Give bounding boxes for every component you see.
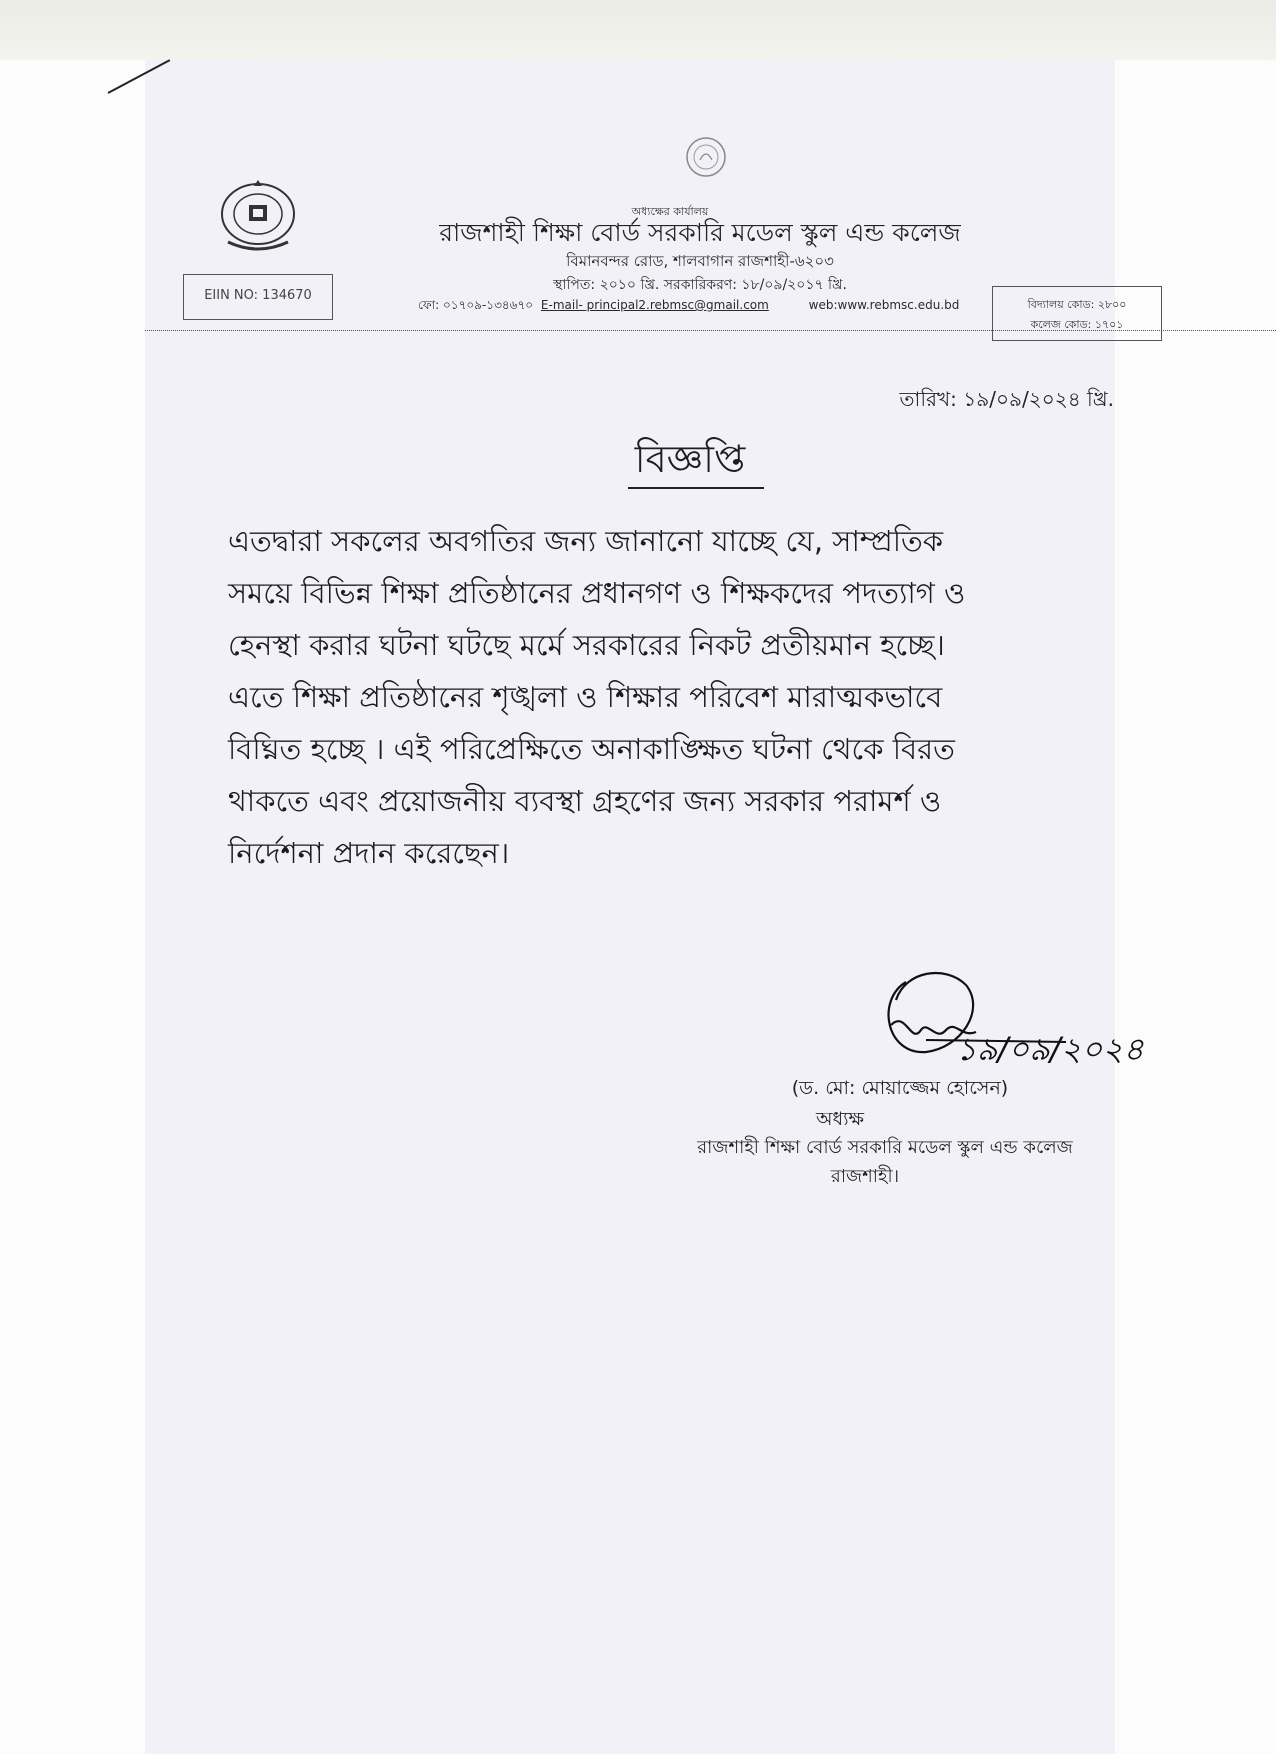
signatory-name: (ড. মো: মোয়াজ্জেম হোসেন) (791, 1077, 1009, 1099)
phone-number: ফো: ০১৭০৯-১৩৪৬৭০ (418, 298, 534, 312)
college-code: কলেজ কোড: ১৭০১ (1030, 318, 1124, 331)
body-line: থাকতে এবং প্রয়োজনীয় ব্যবস্থা গ্রহণের জন্য সরকার পরামর্শ ও (228, 784, 942, 818)
website: web:www.rebmsc.edu.bd (808, 298, 960, 312)
institution-name: রাজশাহী শিক্ষা বোর্ড সরকারি মডেল স্কুল এন্ড কলেজ (439, 218, 961, 247)
eiin-box (183, 274, 333, 320)
eiin-number: EIIN NO: 134670 (204, 288, 312, 303)
signature-date: ১৯/০৯/২০২৪ (956, 1030, 1144, 1068)
notice-body (228, 515, 1208, 879)
signatory-city: রাজশাহী। (830, 1166, 900, 1187)
institution-logo-icon (214, 178, 302, 254)
notice-title: বিজ্ঞপ্তি (634, 437, 746, 481)
title-underline (628, 487, 764, 489)
body-line: এতে শিক্ষা প্রতিষ্ঠানের শৃঙ্খলা ও শিক্ষার পরিবেশ মারাত্মকভাবে (228, 680, 943, 714)
office-line: অধ্যক্ষের কার্যালয় (631, 205, 709, 218)
signatory-designation: অধ্যক্ষ (815, 1108, 864, 1130)
body-line: সময়ে বিভিন্ন শিক্ষা প্রতিষ্ঠানের প্রধানগণ ও শিক্ষকদের পদত্যাগ ও (228, 576, 966, 610)
contact-line (418, 297, 978, 317)
body-line: এতদ্বারা সকলের অবগতির জন্য জানানো যাচ্ছে যে, সাম্প্রতিক (228, 524, 944, 558)
header-divider (145, 330, 1276, 331)
school-code: বিদ্যালয় কোড: ২৮০০ (1027, 298, 1127, 311)
scan-left-margin (0, 60, 145, 1754)
body-line: বিঘ্নিত হচ্ছে । এই পরিপ্রেক্ষিতে অনাকাঙ্ক্ষিত ঘটনা থেকে বিরত (228, 732, 955, 766)
established-info: স্থাপিত: ২০১০ খ্রি. সরকারিকরণ: ১৮/০৯/২০১৭ খ্রি. (553, 277, 847, 293)
institution-address: বিমানবন্দর রোড, শালবাগান রাজশাহী-৬২০৩ (566, 252, 834, 270)
body-line: হেনস্থা করার ঘটনা ঘটছে মর্মে সরকারের নিকট প্রতীয়মান হচ্ছে। (228, 628, 945, 662)
code-box (992, 286, 1162, 341)
government-seal-icon (684, 134, 728, 180)
email-address: E-mail- principal2.rebmsc@gmail.com (540, 298, 769, 312)
body-line: নির্দেশনা প্রদান করেছেন। (228, 836, 510, 870)
signatory-institution: রাজশাহী শিক্ষা বোর্ড সরকারি মডেল স্কুল এন্ড কলেজ (697, 1137, 1073, 1158)
scan-top-edge (0, 0, 1276, 60)
notice-date: তারিখ: ১৯/০৯/২০২৪ খ্রি. (899, 387, 1114, 411)
